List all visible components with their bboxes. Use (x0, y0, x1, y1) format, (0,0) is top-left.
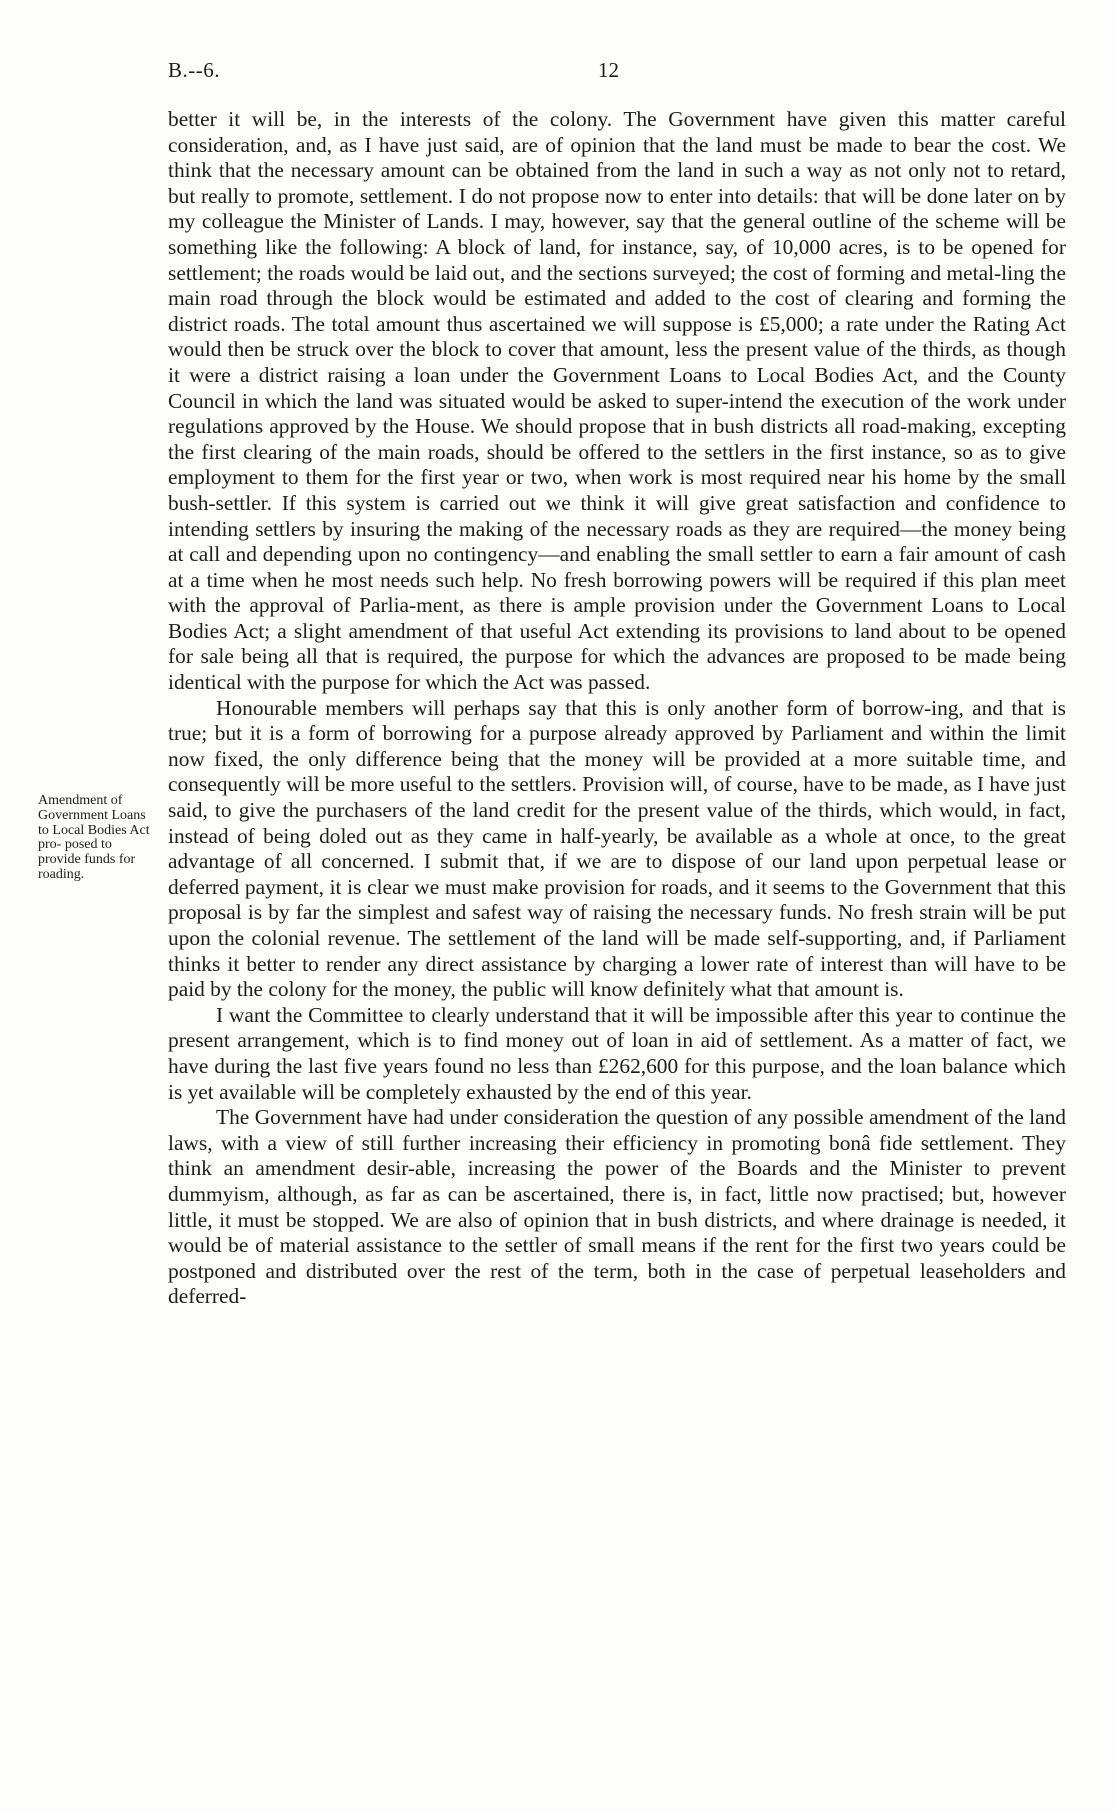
paragraph: I want the Committee to clearly understand that it will be impossible after this year to continue the present arrangement, which is to find money out of loan in aid of settlement. As a matter of fact, we have during the last five years found no less than £262,600 for this purpose, and the loan balance which is yet available will be completely exhausted by the end of this year. (168, 1002, 1066, 1104)
paragraph: The Government have had under consideration the question of any possible amendment of the land laws, with a view of still further increasing their efficiency in promoting bonâ fide settlement. They think an amendment desir-able, increasing the power of the Boards and the Minister to prevent dummyism, although, as far as can be ascertained, there is, in fact, little now practised; but, however little, it must be stopped. We are also of opinion that in bush districts, and where drainage is needed, it would be of material assistance to the settler of small means if the rent for the first two years could be postponed and distributed over the rest of the term, both in the case of perpetual leaseholders and deferred- (168, 1105, 1066, 1309)
paragraph: Honourable members will perhaps say that this is only another form of borrow-ing, and that is true; but it is a form of borrowing for a purpose already approved by Parliament and within the limit now fixed, the only difference being that the money will be provided at a more suitable time, and consequently will be more useful to the settlers. Provision will, of course, have to be made, as I have just said, to give the purchasers of the land credit for the present value of the thirds, which would, in fact, instead of being doled out as they came in half-yearly, be available as a whole at once, to the great advantage of all concerned. I submit that, if we are to dispose of our land upon perpetual lease or deferred payment, it is clear we must make provision for roads, and it seems to the Government that this proposal is by far the simplest and safest way of raising the necessary funds. No fresh strain will be put upon the colonial revenue. The settlement of the land will be made self-supporting, and, if Parliament thinks it better to render any direct assistance by charging a lower rate of interest than will have to be paid by the colony for the money, the public will know definitely what that amount is. (168, 695, 1066, 1002)
document-reference: B.--6. (168, 58, 220, 82)
paragraph: better it will be, in the interests of the colony. The Government have given this matter careful consideration, and, as I have just said, are of opinion that the land must be made to bear the cost. We think that the necessary amount can be obtained from the land in such a way as not only not to retard, but really to promote, settlement. I do not propose now to enter into details: that will be done later on by my colleague the Minister of Lands. I may, however, say that the general outline of the scheme will be something like the following: A block of land, for instance, say, of 10,000 acres, is to be opened for settlement; the roads would be laid out, and the sections surveyed; the cost of forming and metal-ling the main road through the block would be estimated and added to the cost of clearing and forming the district roads. The total amount thus ascertained we will suppose is £5,000; a rate under the Rating Act would then be struck over the block to cover that amount, less the present value of the thirds, as though it were a district raising a loan under the Government Loans to Local Bodies Act, and the County Council in which the land was situated would be asked to super-intend the execution of the work under regulations approved by the House. We should propose that in bush districts all road-making, excepting the first clearing of the main roads, should be offered to the settlers in the first instance, so as to give employment to them for the first year or two, when work is most required near his home by the small bush-settler. If this system is carried out we think it will give great satisfaction and confidence to intending settlers by insuring the making of the necessary roads as they are required—the money being at call and depending upon no contingency—and enabling the small settler to earn a fair amount of cash at a time when he most needs such help. No fresh borrowing powers will be required if this plan meet with the approval of Parlia-ment, as there is ample provision under the Government Loans to Local Bodies Act; a slight amendment of that useful Act extending its provisions to land about to be opened for sale being all that is required, the purpose for which the advances are proposed to be made being identical with the purpose for which the Act was passed. (168, 107, 1066, 695)
page-number: 12 (598, 58, 619, 82)
margin-note: Amendment of Government Loans to Local Bodies Act pro- posed to provide funds for roading. (38, 793, 150, 882)
body-text (168, 107, 1066, 1310)
